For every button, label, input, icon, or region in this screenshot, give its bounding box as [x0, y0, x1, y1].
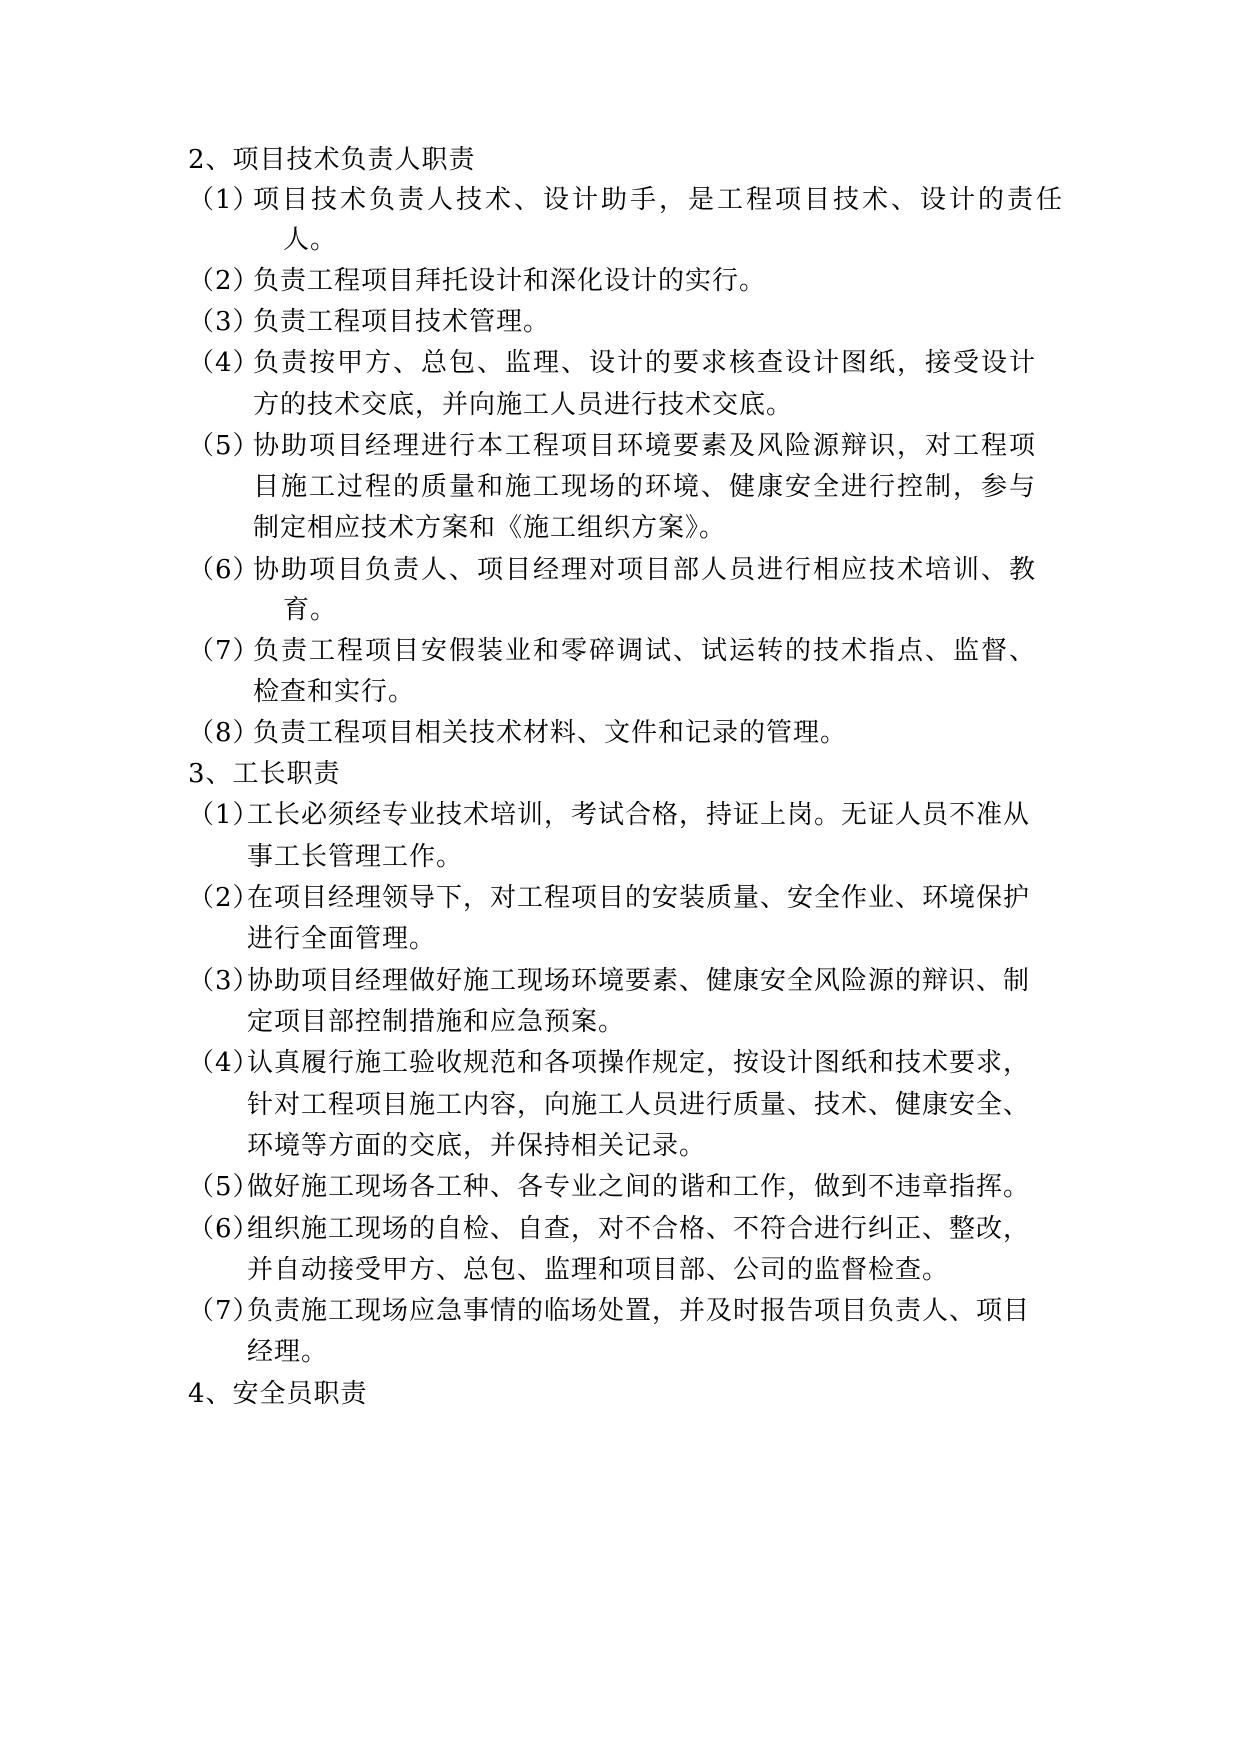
section-heading-3: 3、工长职责 — [188, 759, 341, 789]
item-text-continued: 制定相应技术方案和《施工组织方案》。 — [253, 513, 727, 543]
item-text-continued: 目施工过程的质量和施工现场的环境、健康安全进行控制，参与 — [253, 472, 1038, 502]
item-text-continued: 经理。 — [247, 1337, 329, 1367]
item-number: （7） — [188, 636, 260, 666]
item-text-continued: 环境等方面的交底，并保持相关记录。 — [247, 1131, 707, 1161]
item-number: （4） — [188, 348, 260, 378]
item-text: 负责工程项目拜托设计和深化设计的实行。 — [253, 266, 767, 296]
item-text-continued: 事工长管理工作。 — [247, 842, 464, 872]
item-text: 负责工程项目相关技术材料、文件和记录的管理。 — [253, 718, 848, 748]
item-text-continued: 定项目部控制措施和应急预案。 — [247, 1007, 626, 1037]
item-number: （3） — [188, 307, 260, 337]
item-number: （2） — [188, 883, 260, 913]
section-heading-4: 4、安全员职责 — [188, 1379, 368, 1409]
item-number: （5） — [188, 1172, 260, 1202]
item-number: （6） — [188, 555, 260, 585]
item-number: （8） — [188, 718, 260, 748]
item-number: （1） — [188, 800, 260, 830]
item-text-continued: 育。 — [283, 595, 338, 625]
item-text: 做好施工现场各工种、各专业之间的谐和工作，做到不违章指挥。 — [247, 1172, 1031, 1202]
item-text-continued: 针对工程项目施工内容，向施工人员进行质量、技术、健康安全、 — [247, 1090, 1031, 1120]
item-number: （1） — [188, 185, 260, 215]
item-number: （4） — [188, 1048, 260, 1078]
item-number: （5） — [188, 431, 260, 461]
item-text-continued: 并自动接受甲方、总包、监理和项目部、公司的监督检查。 — [247, 1255, 950, 1285]
item-text-continued: 方的技术交底，并向施工人员进行技术交底。 — [253, 390, 794, 420]
item-text-continued: 人。 — [283, 225, 338, 255]
section-heading-2: 2、项目技术负责人职责 — [188, 145, 476, 175]
item-text: 工长必须经专业技术培训，考试合格，持证上岗。无证人员不准从 — [247, 800, 1031, 830]
item-text: 负责工程项目技术管理。 — [253, 307, 551, 337]
item-number: （3） — [188, 966, 260, 996]
item-text: 协助项目经理进行本工程项目环境要素及风险源辩识，对工程项 — [253, 431, 1038, 461]
item-text-continued: 进行全面管理。 — [247, 924, 437, 954]
item-number: （2） — [188, 266, 260, 296]
item-text: 在项目经理领导下，对工程项目的安装质量、安全作业、环境保护 — [247, 883, 1031, 913]
item-text-continued: 检查和实行。 — [253, 677, 416, 707]
item-text: 项目技术负责人技术、设计助手，是工程项目技术、设计的责任 — [253, 185, 1066, 215]
item-text: 负责施工现场应急事情的临场处置，并及时报告项目负责人、项目 — [247, 1296, 1031, 1326]
item-text: 组织施工现场的自检、自查，对不合格、不符合进行纠正、整改， — [247, 1214, 1031, 1244]
item-text: 协助项目负责人、项目经理对项目部人员进行相应技术培训、教 — [253, 555, 1038, 585]
item-number: （6） — [188, 1214, 260, 1244]
item-text: 负责工程项目安假装业和零碎调试、试运转的技术指点、监督、 — [253, 636, 1038, 666]
item-text: 协助项目经理做好施工现场环境要素、健康安全风险源的辩识、制 — [247, 966, 1031, 996]
item-text: 负责按甲方、总包、监理、设计的要求核查设计图纸，接受设计 — [253, 348, 1038, 378]
item-number: （7） — [188, 1296, 260, 1326]
item-text: 认真履行施工验收规范和各项操作规定，按设计图纸和技术要求， — [247, 1048, 1031, 1078]
